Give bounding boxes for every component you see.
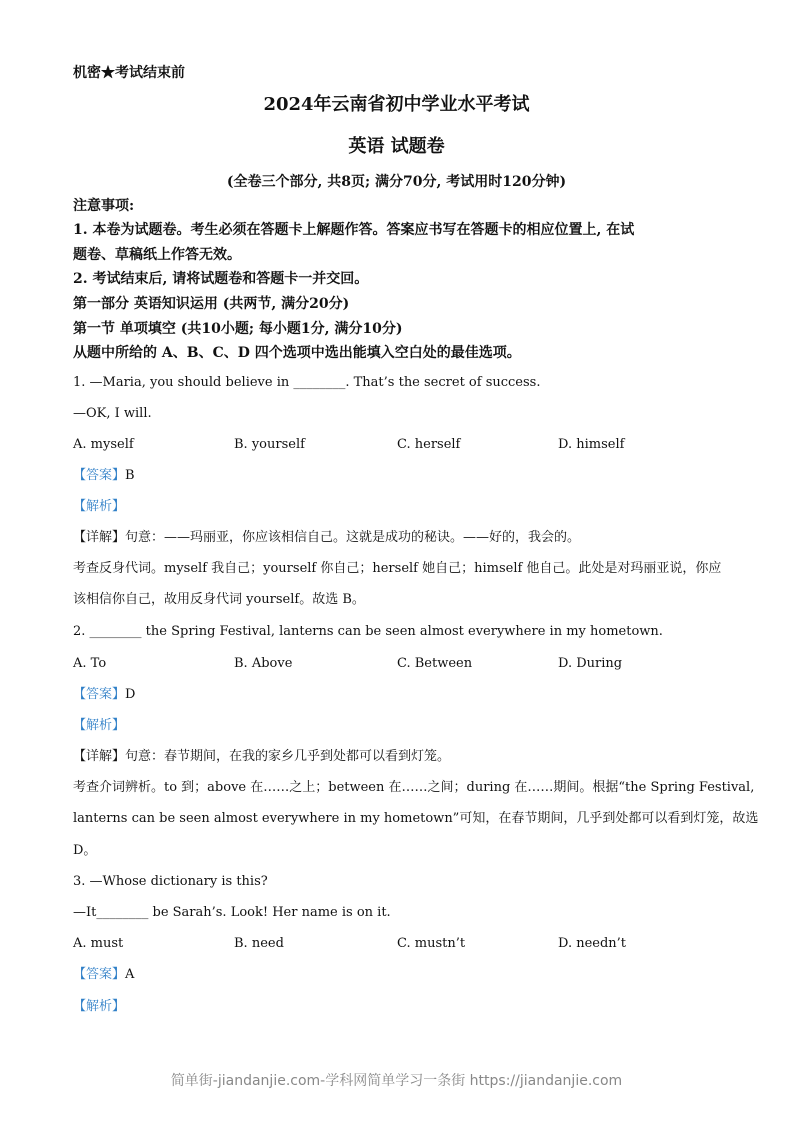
q1-option-c: C. herself bbox=[397, 437, 461, 452]
notice-line-2: 2. 考试结束后, 请将试题卷和答题卡一并交回。 bbox=[73, 271, 369, 287]
answer-tag: 【答案】 bbox=[73, 967, 126, 982]
q3-line2: —It________ be Sarah’s. Look! Her name is on it. bbox=[73, 905, 391, 920]
q1-option-a: A. myself bbox=[73, 437, 134, 452]
exam-subtitle: 英语 试题卷 bbox=[348, 136, 445, 157]
q2-explanation-1: 考查介词辨析。to 到；above 在……之上；between 在……之间；during 在……期间。根据“the Spring Festival, bbox=[73, 780, 755, 795]
q1-explanation-2: 该相信你自己，故用反身代词 yourself。故选 B。 bbox=[73, 592, 365, 607]
q1-option-b: B. yourself bbox=[234, 437, 305, 452]
section1-heading: 第一节 单项填空 (共10小题; 每小题1分, 满分10分) bbox=[73, 321, 403, 337]
q1-answer bbox=[73, 467, 135, 485]
q2-option-d: D. During bbox=[558, 656, 623, 671]
q3-analysis-tag: 【解析】 bbox=[73, 999, 126, 1014]
q2-analysis-tag: 【解析】 bbox=[73, 718, 126, 733]
q3-option-c: C. mustn’t bbox=[397, 936, 466, 951]
q1-detail-text: 句意：——玛丽亚，你应该相信自己。这就是成功的秘诀。——好的，我会的。 bbox=[125, 530, 581, 545]
q2-option-b: B. Above bbox=[234, 656, 293, 671]
answer-tag: 【答案】 bbox=[73, 687, 126, 702]
footer-watermark: 简单街-jiandanjie.com-学科网简单学习一条街 https://jiandanjie.com bbox=[170, 1073, 623, 1089]
q1-detail bbox=[73, 529, 580, 547]
instruction-text: 从题中所给的 A、B、C、D 四个选项中选出能填入空白处的最佳选项。 bbox=[73, 345, 521, 361]
q3-option-d: D. needn’t bbox=[558, 936, 627, 951]
notice-heading: 注意事项: bbox=[73, 198, 135, 214]
q2-detail-text: 句意：春节期间，在我的家乡几乎到处都可以看到灯笼。 bbox=[125, 749, 451, 764]
q1-analysis-tag: 【解析】 bbox=[73, 499, 126, 514]
exam-title: 2024年云南省初中学业水平考试 bbox=[263, 94, 530, 115]
q3-answer bbox=[73, 966, 134, 984]
secret-label: 机密★考试结束前 bbox=[73, 65, 185, 81]
part1-heading: 第一部分 英语知识运用 (共两节, 满分20分) bbox=[73, 296, 350, 312]
detail-tag: 【详解】 bbox=[73, 749, 126, 764]
q2-line1: 2. ________ the Spring Festival, lanterns can be seen almost everywhere in my hometown. bbox=[73, 624, 663, 639]
q1-option-d: D. himself bbox=[558, 437, 625, 452]
q2-option-c: C. Between bbox=[397, 656, 473, 671]
q2-answer-value: D bbox=[125, 687, 136, 702]
notice-line-1a: 1. 本卷为试题卷。考生必须在答题卡上解题作答。答案应书写在答题卡的相应位置上, 在试 bbox=[73, 222, 635, 238]
answer-tag: 【答案】 bbox=[73, 468, 126, 483]
q1-explanation-1: 考查反身代词。myself 我自己；yourself 你自己；herself 她自己；himself 他自己。此处是对玛丽亚说，你应 bbox=[73, 561, 722, 576]
q1-line2: —OK, I will. bbox=[73, 406, 152, 421]
notice-line-1b: 题卷、草稿纸上作答无效。 bbox=[73, 247, 241, 263]
detail-tag: 【详解】 bbox=[73, 530, 126, 545]
q3-line1: 3. —Whose dictionary is this? bbox=[73, 874, 268, 889]
q3-answer-value: A bbox=[125, 967, 135, 982]
q3-option-a: A. must bbox=[73, 936, 124, 951]
exam-info: (全卷三个部分, 共8页; 满分70分, 考试用时120分钟) bbox=[226, 174, 567, 190]
q2-detail bbox=[73, 748, 450, 766]
q2-option-a: A. To bbox=[73, 656, 107, 671]
q2-explanation-3: D。 bbox=[73, 843, 97, 858]
q2-explanation-2: lanterns can be seen almost everywhere in my hometown”可知，在春节期间，几乎到处都可以看到灯笼，故选 bbox=[73, 811, 759, 826]
q2-answer bbox=[73, 686, 135, 704]
q1-answer-value: B bbox=[125, 468, 135, 483]
q1-line1: 1. —Maria, you should believe in ________. That’s the secret of success. bbox=[73, 375, 541, 390]
q3-option-b: B. need bbox=[234, 936, 284, 951]
